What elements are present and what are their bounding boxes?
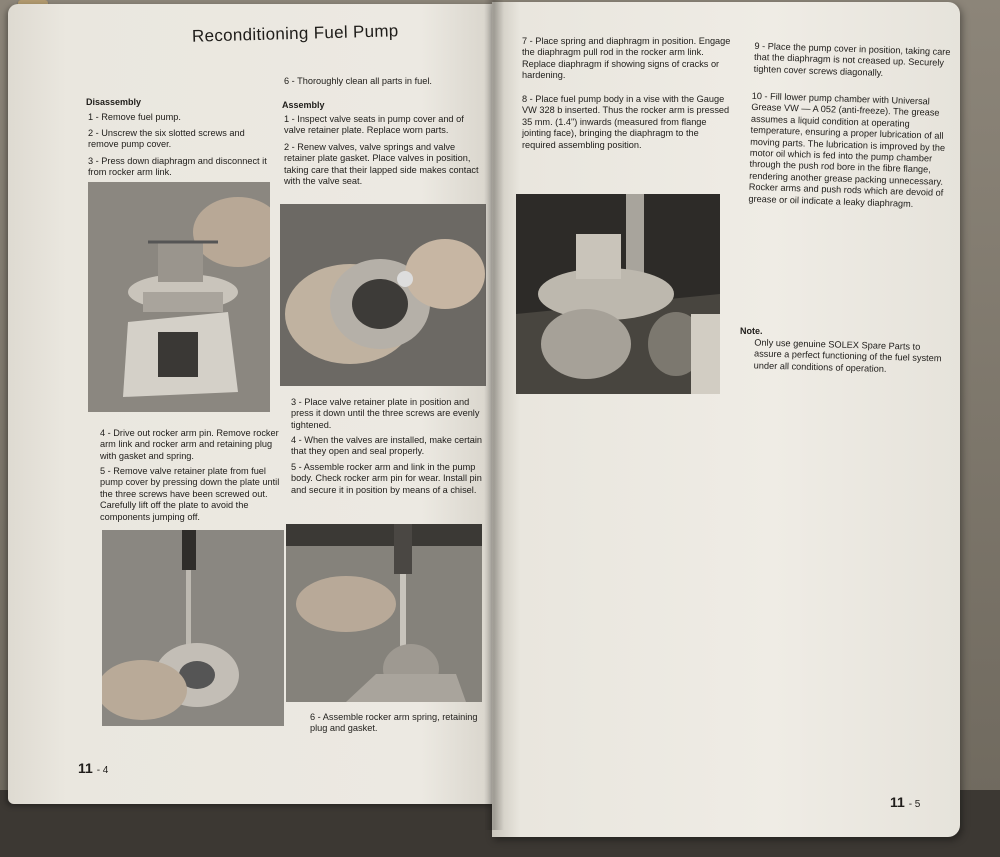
- assembly-step: 5 - Assemble rocker arm and link in the pump body. Check rocker arm pin for wear. Install pin and secure it in position by means of a chisel.: [291, 462, 482, 495]
- right-page: [492, 2, 960, 837]
- assembly-step: 3 - Place valve retainer plate in position and press it down until the three screws are evenly tightened.: [291, 397, 480, 430]
- disassembly-heading: Disassembly: [86, 97, 142, 107]
- assembly-heading: Assembly: [282, 100, 325, 110]
- assembly-step: 6 - Assemble rocker arm spring, retaining plug and gasket.: [310, 712, 478, 734]
- page-suffix: - 4: [96, 765, 109, 776]
- assembly-step: 4 - When the valves are installed, make certain that they open and seal properly.: [291, 435, 482, 457]
- page-number-right: [890, 794, 920, 810]
- disassembly-step: 1 - Remove fuel pump.: [88, 112, 181, 122]
- photo-valve-plate-placement: [280, 204, 486, 386]
- page-number: 11: [78, 760, 93, 776]
- assembly-step: 2 - Renew valves, valve springs and valve retainer plate gasket. Place valves in position, taking care that their lapped side makes contact with the valve seat.: [284, 142, 479, 187]
- disassembly-step: 3 - Press down diaphragm and disconnect it from rocker arm link.: [88, 156, 267, 178]
- left-page: [8, 4, 494, 804]
- step-8: 8 - Place fuel pump body in a vise with the Gauge VW 328 b inserted. Thus the rocker arm is pressed 35 mm. (1.4") inwards (measured from flange jointing face), bringing the diaphragm to the required assembling position.: [522, 94, 730, 150]
- assembly-step: 1 - Inspect valve seats in pump cover and of valve retainer plate. Replace worn parts.: [284, 114, 464, 136]
- disassembly-step: 2 - Unscrew the six slotted screws and remove pump cover.: [88, 128, 245, 150]
- step-7: 7 - Place spring and diaphragm in position. Engage the diaphragm pull rod in the rocker arm link. Replace diaphragm if showing signs of cracks or hardening.: [522, 36, 731, 81]
- step-9: 9 - Place the pump cover in position, taking care that the diaphragm is not creased up. Securely tighten cover screws diagonally.: [753, 40, 951, 78]
- photo-pump-cover-removal: [88, 182, 270, 412]
- photo-rocker-arm-pin: [286, 524, 482, 702]
- step-10: 10 - Fill lower pump chamber with Universal Grease VW — A 052 (anti-freeze). The grease assumes a liquid condition at operating temperature, ensuring a proper lubrication of all moving parts. The lubrication is improved by the motor oil which is fed into the pump chamber through the push rod bore in the fibre flange, rendering another grease packing unnecessary. Rocker arms and push rods which are devoid of grease or oil indicate a leaky diaphragm.: [748, 90, 946, 209]
- page-suffix: - 5: [908, 799, 921, 810]
- note-heading: Note.: [740, 326, 763, 336]
- photo-valve-retainer-screws: [102, 530, 284, 726]
- book-gutter: [484, 0, 504, 830]
- page-number-left: [78, 760, 108, 776]
- page-number: 11: [890, 794, 905, 810]
- disassembly-step: 4 - Drive out rocker arm pin. Remove rocker arm link and rocker arm and retaining plug with gasket and spring.: [100, 428, 279, 461]
- page-title: Reconditioning Fuel Pump: [191, 21, 399, 46]
- disassembly-step: 6 - Thoroughly clean all parts in fuel.: [284, 76, 432, 86]
- disassembly-step: 5 - Remove valve retainer plate from fuel pump cover by pressing down the plate until the three screws have been screwed out. Carefully lift off the plate to avoid the components jumping off.: [100, 466, 280, 522]
- note-text: Only use genuine SOLEX Spare Parts to assure a perfect functioning of the fuel system under all conditions of operation.: [753, 337, 942, 374]
- photo-pump-in-vise: [516, 194, 720, 394]
